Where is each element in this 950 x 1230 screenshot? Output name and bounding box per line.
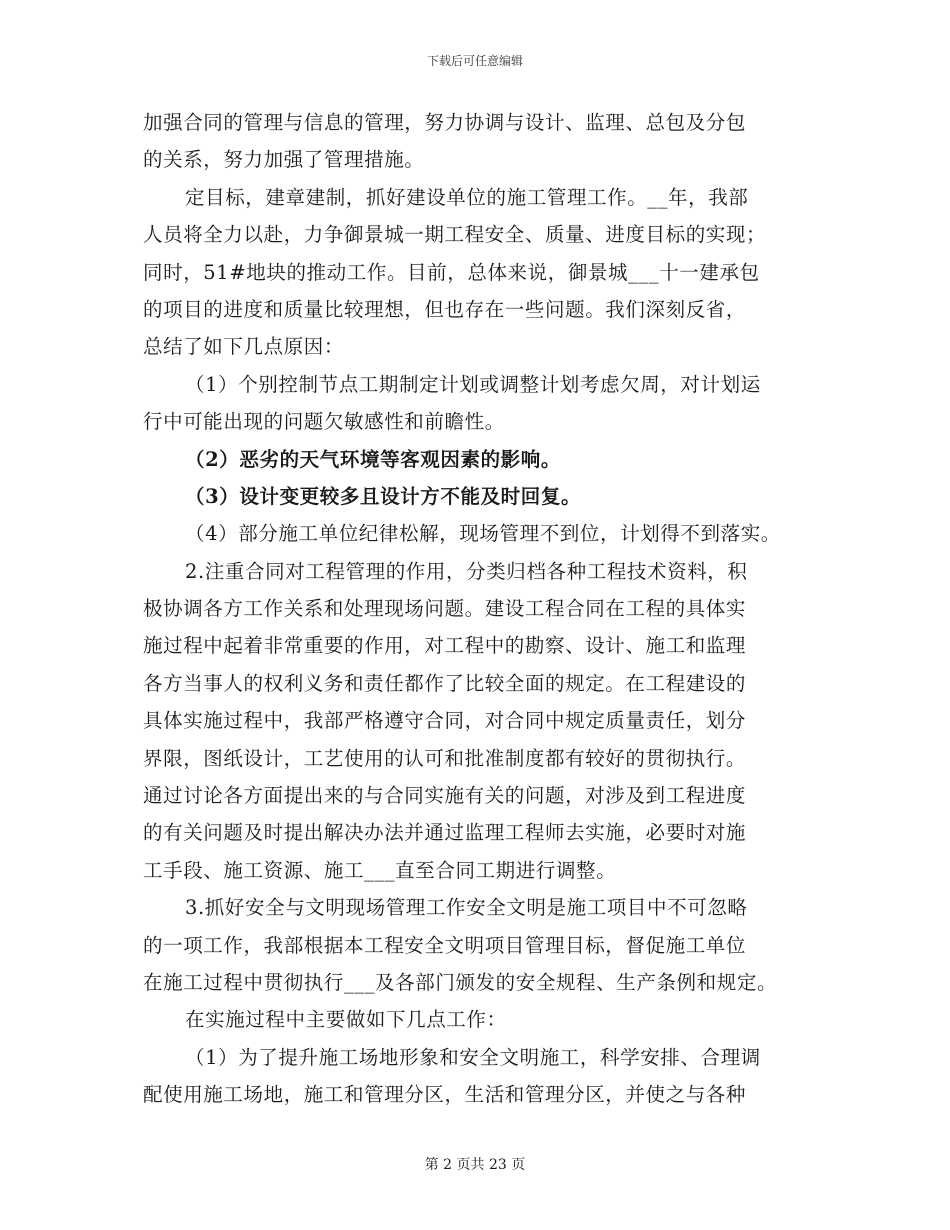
page-header-note: 下载后可任意编辑 — [426, 54, 523, 68]
text-line: 人员将全力以赴，力争御景城一期工程安全、质量、进度目标的实现； — [143, 223, 767, 247]
page-number: 第 2 页共 23 页 — [424, 1157, 526, 1173]
document-body — [143, 104, 823, 1114]
text-line: 加强合同的管理与信息的管理，努力协调与设计、监理、总包及分包 — [143, 111, 747, 134]
text-line: 3.抓好安全与文明现场管理工作安全文明是施工项目中不可忽略 — [185, 896, 748, 920]
text-line: 配使用施工场地，施工和管理分区，生活和管理分区，并使之与各种 — [143, 1083, 747, 1107]
text-line: 在实施过程中主要做如下几点工作： — [185, 1008, 507, 1032]
text-line: 的关系，努力加强了管理措施。 — [143, 148, 425, 172]
text-line: 的一项工作，我部根据本工程安全文明项目管理目标，督促施工单位 — [143, 933, 747, 957]
text-line: 的项目的进度和质量比较理想，但也存在一些问题。我们深刻反省， — [143, 297, 747, 321]
text-line: （1）为了提升施工场地形象和安全文明施工，科学安排、合理调 — [185, 1045, 761, 1069]
text-line: 总结了如下几点原因： — [143, 335, 345, 359]
text-line: 极协调各方工作关系和处理现场问题。建设工程合同在工程的具体实 — [143, 597, 747, 621]
text-line: （3）设计变更较多且设计方不能及时回复。 — [185, 484, 582, 508]
text-line: 定目标，建章建制，抓好建设单位的施工管理工作。__年，我部 — [185, 185, 749, 209]
text-line: 2.注重合同对工程管理的作用，分类归档各种工程技术资料，积 — [185, 559, 748, 583]
text-line: 的有关问题及时提出解决办法并通过监理工程师去实施，必要时对施 — [143, 821, 747, 845]
text-line: 在施工过程中贯彻执行___及各部门颁发的安全规程、生产条例和规定。 — [143, 970, 778, 994]
text-line: 行中可能出现的问题欠敏感性和前瞻性。 — [143, 410, 505, 434]
text-line: 通过讨论各方面提出来的与合同实施有关的问题，对涉及到工程进度 — [143, 784, 747, 808]
text-line: （4）部分施工单位纪律松解，现场管理不到位，计划得不到落实。 — [185, 522, 781, 546]
text-line: （2）恶劣的天气环境等客观因素的影响。 — [185, 447, 561, 471]
text-line: 工手段、施工资源、施工___直至合同工期进行调整。 — [143, 858, 617, 882]
text-line: 各方当事人的权利义务和责任都作了比较全面的规定。在工程建设的 — [143, 671, 747, 695]
text-line: （1）个别控制节点工期制定计划或调整计划考虑欠周，对计划运 — [185, 372, 761, 396]
text-line: 界限，图纸设计，工艺使用的认可和批准制度都有较好的贯彻执行。 — [143, 746, 747, 770]
text-line: 施过程中起着非常重要的作用，对工程中的勘察、设计、施工和监理 — [143, 634, 747, 658]
text-line: 同时，51#地块的推动工作。目前，总体来说，御景城___十一建承包 — [143, 260, 760, 284]
text-line: 具体实施过程中，我部严格遵守合同，对合同中规定质量责任，划分 — [143, 709, 747, 733]
